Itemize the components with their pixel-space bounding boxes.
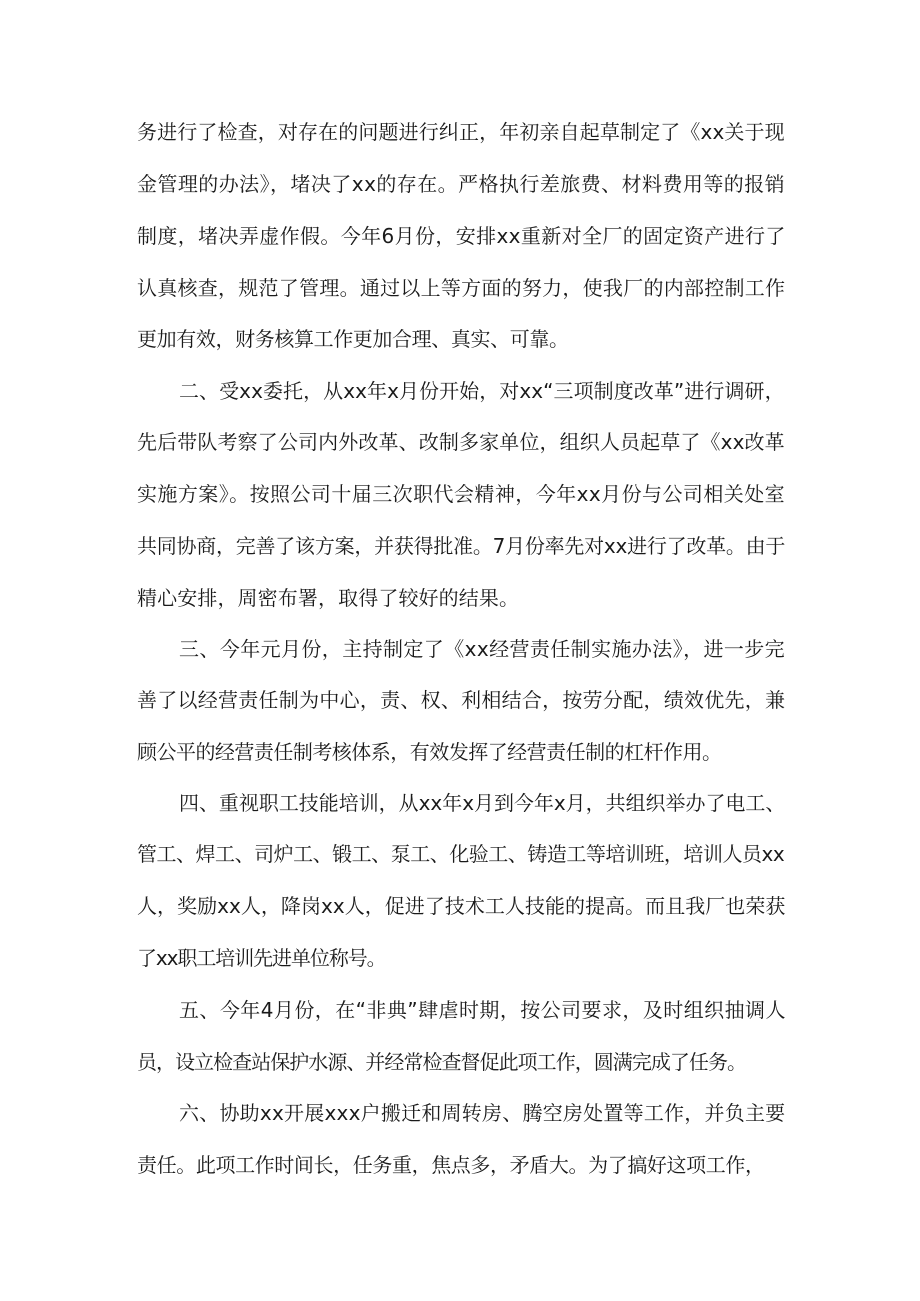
text-line: 金管理的办法》，堵决了xx的存在。严格执行差旅费、材料费用等的报销: [137, 172, 786, 196]
text-line: 共同协商，完善了该方案，并获得批准。7月份率先对xx进行了改革。由于: [137, 534, 786, 558]
text-line: 精心安排，周密布署，取得了较好的结果。: [137, 586, 520, 610]
text-line: 五、今年4月份，在“非典”肆虐时期，按公司要求，及时组织抽调人: [179, 998, 786, 1022]
text-line: 先后带队考察了公司内外改革、改制多家单位，组织人员起草了《xx改革: [137, 430, 785, 454]
text-line: 管工、焊工、司炉工、锻工、泵工、化验工、铸造工等培训班，培训人员xx: [137, 842, 785, 866]
text-line: 顾公平的经营责任制考核体系，有效发挥了经营责任制的杠杆作用。: [137, 740, 722, 764]
text-line: 更加有效，财务核算工作更加合理、真实、可靠。: [137, 327, 569, 351]
text-line: 实施方案》。按照公司十届三次职代会精神，今年xx月份与公司相关处室: [137, 482, 786, 506]
text-line: 责任。此项工作时间长，任务重，焦点多，矛盾大。为了搞好这项工作，: [137, 1153, 765, 1177]
text-line: 六、协助xx开展xxx户搬迁和周转房、腾空房处置等工作，并负主要: [179, 1101, 786, 1125]
text-line: 三、今年元月份，主持制定了《xx经营责任制实施办法》，进一步完: [179, 637, 786, 661]
text-line: 善了以经营责任制为中心，责、权、利相结合，按劳分配，绩效优先，兼: [137, 688, 786, 712]
text-line: 四、重视职工技能培训，从xx年x月到今年x月，共组织举办了电工、: [179, 791, 786, 815]
text-line: 认真核查，规范了管理。通过以上等方面的努力，使我厂的内部控制工作: [137, 276, 786, 300]
text-line: 员，设立检查站保护水源、并经常检查督促此项工作，圆满完成了任务。: [137, 1050, 747, 1074]
text-line: 务进行了检查，对存在的问题进行纠正，年初亲自起草制定了《xx关于现: [137, 120, 785, 144]
text-line: 制度，堵决弄虚作假。今年6月份，安排xx重新对全厂的固定资产进行了: [137, 224, 786, 248]
text-line: 二、受xx委托，从xx年x月份开始，对xx“三项制度改革”进行调研，: [179, 379, 785, 403]
text-line: 人，奖励xx人，降岗xx人，促进了技术工人技能的提高。而且我厂也荣获: [137, 894, 786, 918]
text-line: 了xx职工培训先进单位称号。: [137, 946, 386, 970]
